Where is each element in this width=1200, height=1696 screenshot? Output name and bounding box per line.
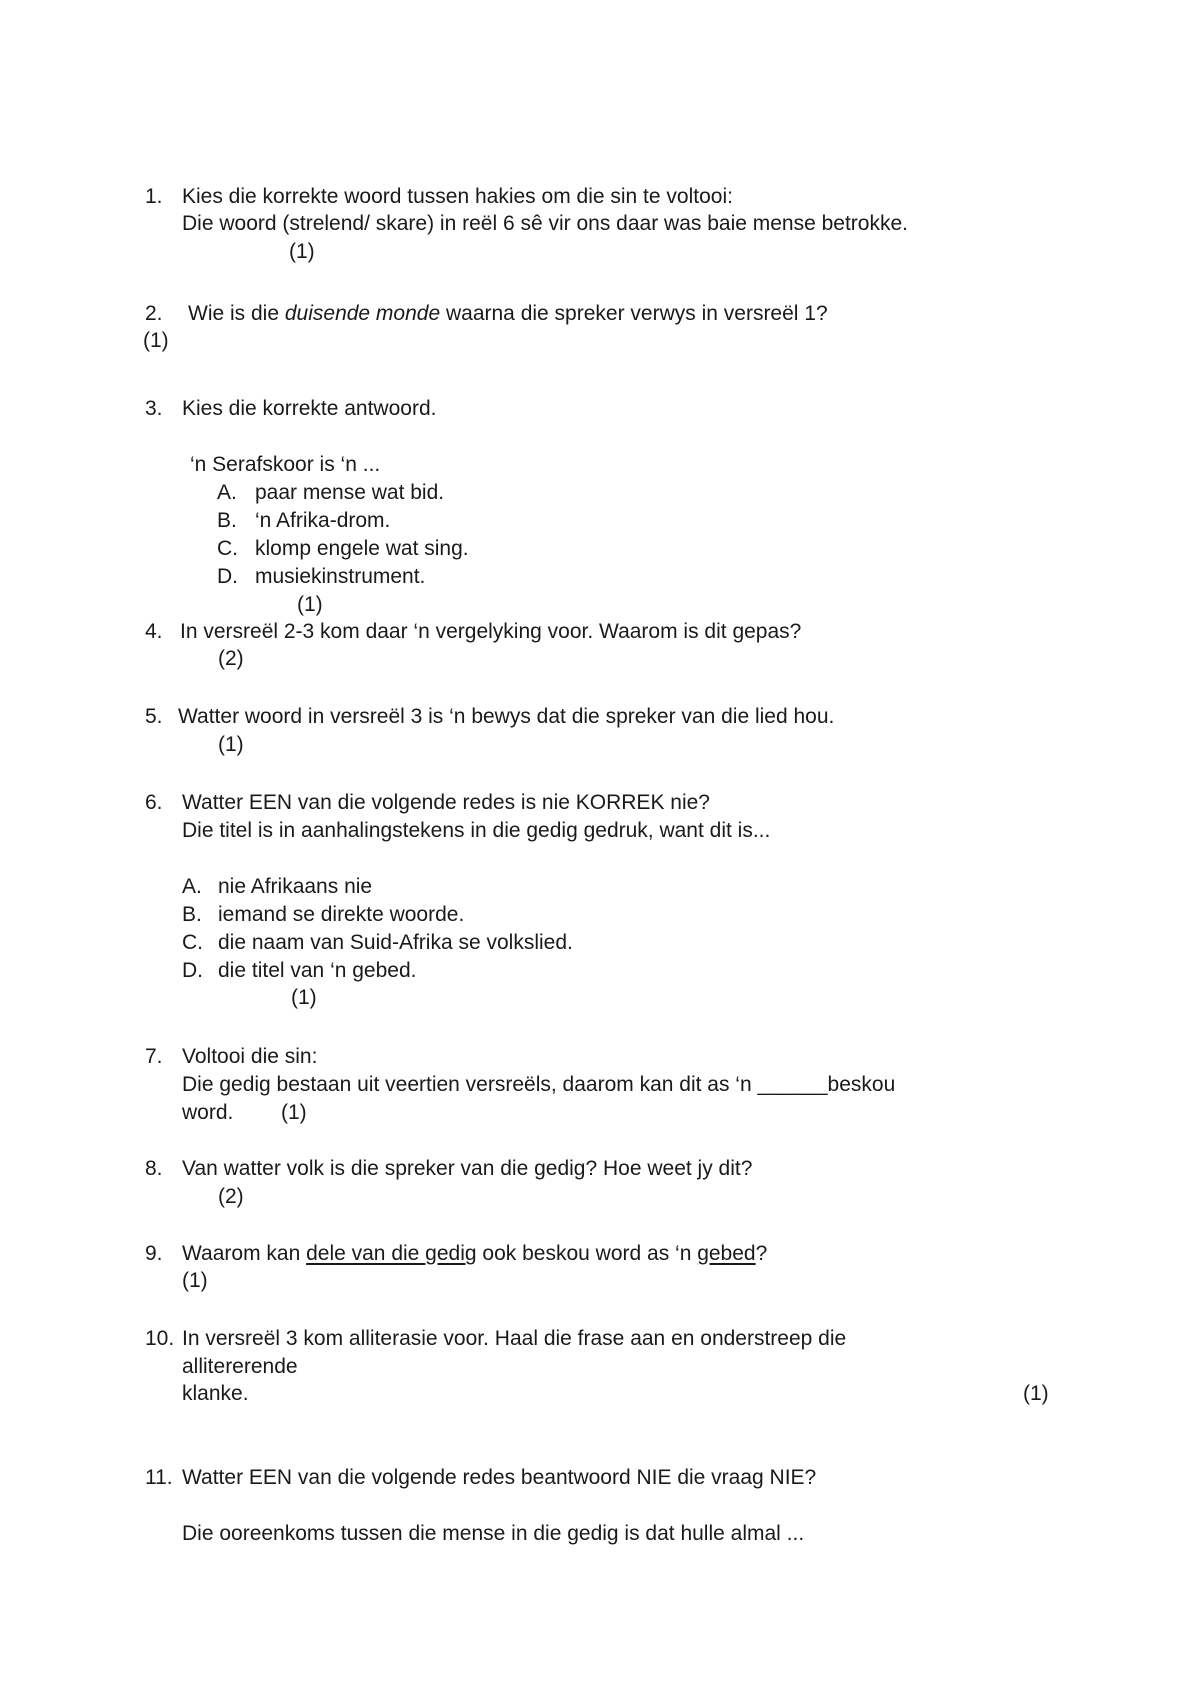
- question-7-number: 7.: [145, 1045, 163, 1068]
- question-8-number: 8.: [145, 1157, 163, 1180]
- question-8-mark: (2): [218, 1185, 244, 1208]
- question-7-text: Voltooi die sin:: [182, 1045, 318, 1068]
- question-11-stem: Die ooreenkoms tussen die mense in die gedig is dat hulle almal ...: [182, 1522, 805, 1545]
- question-6-stem: Die titel is in aanhalingstekens in die gedig gedruk, want dit is...: [182, 819, 771, 842]
- question-2-mark: (1): [143, 329, 169, 352]
- question-10-text: In versreël 3 kom alliterasie voor. Haal die frase aan en onderstreep die: [182, 1327, 847, 1350]
- question-3-option-b-letter: B.: [217, 509, 237, 532]
- question-11-text: Watter EEN van die volgende redes beantwoord NIE die vraag NIE?: [182, 1466, 817, 1489]
- question-3-option-b: ‘n Afrika-drom.: [255, 509, 391, 532]
- question-6-option-d: die titel van ‘n gebed.: [218, 959, 417, 982]
- question-10-number: 10.: [145, 1327, 175, 1350]
- question-2-number: 2.: [145, 302, 163, 325]
- question-6-option-c: die naam van Suid-Afrika se volkslied.: [218, 931, 573, 954]
- question-7-sentence-end: word.: [182, 1101, 234, 1124]
- question-6-number: 6.: [145, 791, 163, 814]
- question-5-number: 5.: [145, 705, 163, 728]
- question-6-text: Watter EEN van die volgende redes is nie KORREK nie?: [182, 791, 710, 814]
- question-6-option-c-letter: C.: [182, 931, 203, 954]
- question-9-number: 9.: [145, 1242, 163, 1265]
- question-9-text: Waarom kan dele van die gedig ook beskou word as ‘n gebed?: [182, 1242, 768, 1265]
- question-6-option-a: nie Afrikaans nie: [218, 875, 373, 898]
- question-6-mark: (1): [291, 986, 317, 1009]
- question-5-text: Watter woord in versreël 3 is ‘n bewys dat die spreker van die lied hou.: [178, 705, 835, 728]
- question-6-option-a-letter: A.: [182, 875, 202, 898]
- question-8-text: Van watter volk is die spreker van die gedig? Hoe weet jy dit?: [182, 1157, 753, 1180]
- question-6-option-b-letter: B.: [182, 903, 202, 926]
- question-6-option-b: iemand se direkte woorde.: [218, 903, 465, 926]
- question-7-sentence: Die gedig bestaan uit veertien versreëls, daarom kan dit as ‘n ______beskou: [182, 1073, 896, 1096]
- question-10-text-cont: allitererende: [182, 1355, 298, 1378]
- question-4-text: In versreël 2-3 kom daar ‘n vergelyking voor. Waarom is dit gepas?: [180, 620, 802, 643]
- question-4-mark: (2): [218, 647, 244, 670]
- question-10-mark: (1): [1023, 1382, 1049, 1405]
- question-3-stem: ‘n Serafskoor is ‘n ...: [190, 453, 381, 476]
- question-1-sentence: Die woord (strelend/ skare) in reël 6 sê vir ons daar was baie mense betrokke.: [182, 212, 908, 235]
- question-3-option-c: klomp engele wat sing.: [255, 537, 469, 560]
- question-9-mark: (1): [182, 1269, 208, 1292]
- question-3-option-a-letter: A.: [217, 481, 237, 504]
- question-10-text-end: klanke.: [182, 1382, 249, 1405]
- question-9-underline-1: dele van die gedig: [306, 1242, 477, 1265]
- question-1-text: Kies die korrekte woord tussen hakies om die sin te voltooi:: [182, 185, 733, 208]
- question-3-option-c-letter: C.: [217, 537, 238, 560]
- question-4-number: 4.: [145, 620, 163, 643]
- question-3-option-d: musiekinstrument.: [255, 565, 426, 588]
- question-7-mark: (1): [281, 1101, 307, 1124]
- question-9-underline-2: gebed: [697, 1242, 756, 1265]
- question-1-mark: (1): [289, 240, 315, 263]
- question-3-mark: (1): [297, 593, 323, 616]
- question-1-number: 1.: [145, 185, 163, 208]
- question-3-number: 3.: [145, 397, 163, 420]
- question-3-option-d-letter: D.: [217, 565, 238, 588]
- question-3-option-a: paar mense wat bid.: [255, 481, 445, 504]
- question-11-number: 11.: [145, 1466, 173, 1489]
- question-2-text: Wie is die duisende monde waarna die spreker verwys in versreël 1?: [188, 302, 828, 325]
- question-5-mark: (1): [218, 733, 244, 756]
- question-2-emphasis: duisende monde: [284, 302, 441, 325]
- question-6-option-d-letter: D.: [182, 959, 203, 982]
- question-3-text: Kies die korrekte antwoord.: [182, 397, 437, 420]
